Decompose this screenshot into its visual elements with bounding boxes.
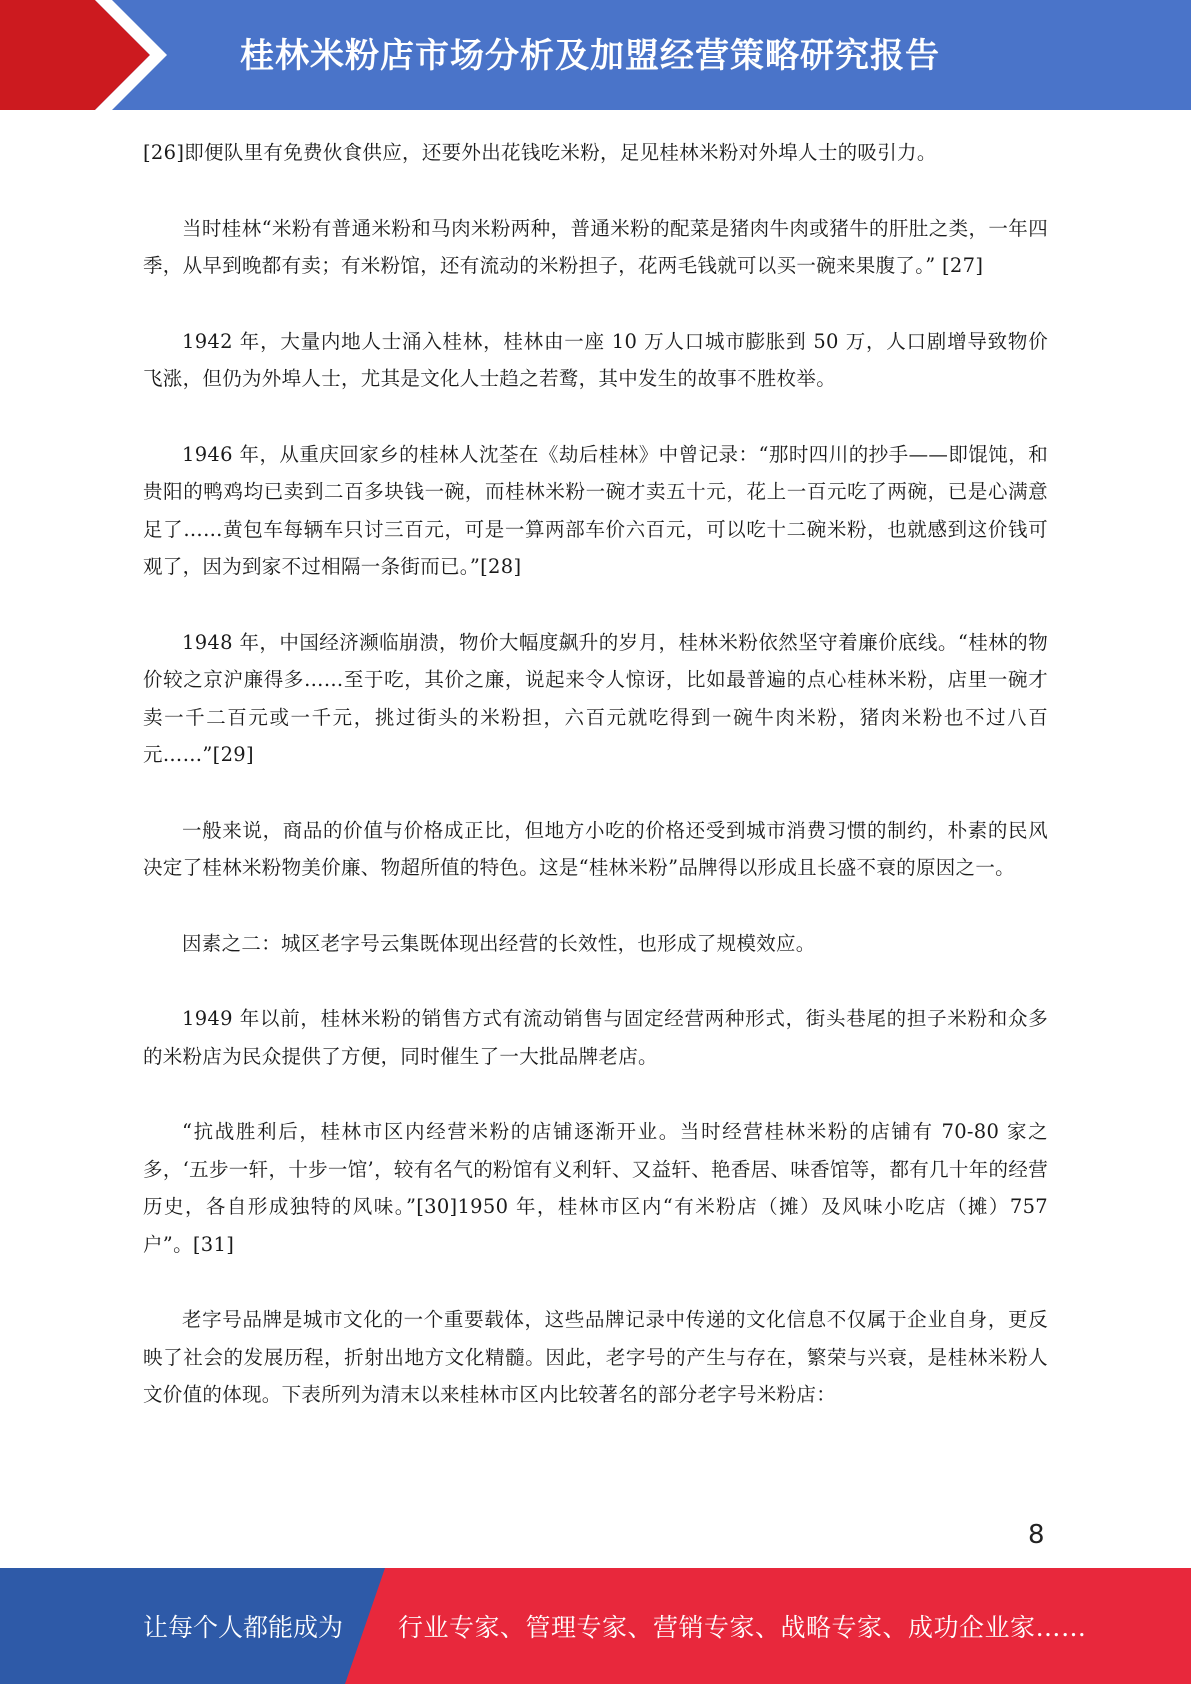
paragraph: 1942 年，大量内地人士涌入桂林，桂林由一座 10 万人口城市膨胀到 50 万，人口剧增导致物价飞涨，但仍为外埠人士，尤其是文化人士趋之若鹜，其中发生的故事不胜枚举。: [143, 329, 1048, 390]
paragraph: 1948 年，中国经济濒临崩溃，物价大幅度飙升的岁月，桂林米粉依然坚守着廉价底线。“桂林的物价较之京沪廉得多……至于吃，其价之廉，说起来令人惊讶，比如最普遍的点心桂林米粉，店里一碗才卖一千二百元或一千元，挑过街头的米粉担，六百元就吃得到一碗牛肉米粉，猪肉米粉也不过八百元……”[29]: [143, 630, 1048, 766]
paragraph: 一般来说，商品的价值与价格成正比，但地方小吃的价格还受到城市消费习惯的制约，朴素的民风决定了桂林米粉物美价廉、物超所值的特色。这是“桂林米粉”品牌得以形成且长盛不衰的原因之一。: [143, 818, 1048, 879]
footer-slogan-left: 让每个人都能成为: [143, 1613, 344, 1642]
page-header: [0, 0, 1191, 110]
paragraph: “抗战胜利后，桂林市区内经营米粉的店铺逐渐开业。当时经营桂林米粉的店铺有 70-80 家之多，‘五步一轩，十步一馆’，较有名气的粉馆有义利轩、又益轩、艳香居、味香馆等，都有几十年的经营历史，各自形成独特的风味。”[30]1950 年，桂林市区内“有米粉店（摊）及风味小吃店（摊）757 户”。[31]: [143, 1120, 1048, 1256]
paragraph: 1946 年，从重庆回家乡的桂林人沈荃在《劫后桂林》中曾记录：“那时四川的抄手——即馄饨，和贵阳的鸭鸡均已卖到二百多块钱一碗，而桂林米粉一碗才卖五十元，花上一百元吃了两碗，已是心满意足了……黄包车每辆车只讨三百元，可是一算两部车价六百元，可以吃十二碗米粉，也就感到这价钱可观了，因为到家不过相隔一条街而已。”[28]: [143, 442, 1048, 578]
page-number: 8: [1028, 1520, 1045, 1550]
page-footer: [0, 1568, 1191, 1684]
paragraph: 1949 年以前，桂林米粉的销售方式有流动销售与固定经营两种形式，街头巷尾的担子米粉和众多的米粉店为民众提供了方便，同时催生了一大批品牌老店。: [143, 1007, 1048, 1068]
report-title: 桂林米粉店市场分析及加盟经营策略研究报告: [240, 36, 940, 76]
footer-slogan-right: 行业专家、管理专家、营销专家、战略专家、成功企业家……: [398, 1613, 1087, 1642]
paragraph: 当时桂林“米粉有普通米粉和马肉米粉两种，普通米粉的配菜是猪肉牛肉或猪牛的肝肚之类，一年四季，从早到晚都有卖；有米粉馆，还有流动的米粉担子，花两毛钱就可以买一碗来果腹了。” [27]: [143, 216, 1048, 277]
paragraph: 老字号品牌是城市文化的一个重要载体，这些品牌记录中传递的文化信息不仅属于企业自身，更反映了社会的发展历程，折射出地方文化精髓。因此，老字号的产生与存在，繁荣与兴衰，是桂林米粉人文价值的体现。下表所列为清末以来桂林市区内比较著名的部分老字号米粉店：: [143, 1308, 1048, 1406]
paragraph: 因素之二：城区老字号云集既体现出经营的长效性，也形成了规模效应。: [182, 931, 816, 955]
body-text: [143, 134, 1048, 1452]
paragraph: [26]即便队里有免费伙食供应，还要外出花钱吃米粉，足见桂林米粉对外埠人士的吸引力。: [143, 141, 937, 164]
